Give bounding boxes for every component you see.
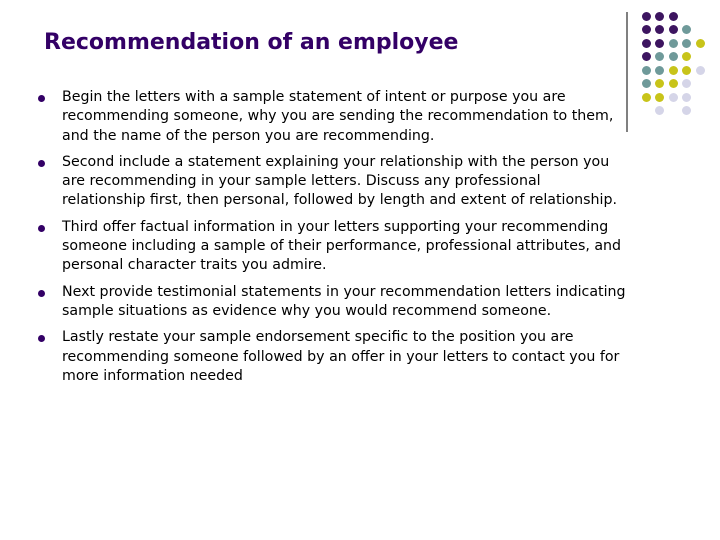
decorative-dot xyxy=(655,25,664,34)
bullet-dot-icon xyxy=(38,225,45,232)
decorative-dot xyxy=(682,39,691,48)
decorative-dot xyxy=(642,66,651,75)
bullet-item xyxy=(38,153,628,211)
bullet-text: Next provide testimonial statements in your recommendation letters indicating sample situations as evidence why you would recommend someone. xyxy=(62,283,626,319)
bullet-text: Begin the letters with a sample statement of intent or purpose you are recommending someone, why you are sending the recommendation to them, and the name of the person you are recommending. xyxy=(62,89,614,144)
decorative-dot xyxy=(669,79,678,88)
bullet-list xyxy=(38,88,628,393)
decorative-dot xyxy=(655,79,664,88)
decorative-dot xyxy=(655,39,664,48)
decorative-dot xyxy=(655,52,664,61)
slide-title: Recommendation of an employee xyxy=(44,30,459,55)
bullet-dot-icon xyxy=(38,160,45,167)
decorative-dot xyxy=(696,39,705,48)
decorative-dot xyxy=(682,52,691,61)
decorative-dot xyxy=(655,106,664,115)
decorative-dot xyxy=(682,79,691,88)
decorative-dot xyxy=(642,25,651,34)
decorative-dot xyxy=(655,93,664,102)
decorative-dot xyxy=(682,93,691,102)
decorative-dot xyxy=(642,12,651,21)
decorative-dot xyxy=(682,25,691,34)
decorative-dot xyxy=(682,106,691,115)
decorative-dot xyxy=(669,25,678,34)
decorative-dot xyxy=(655,12,664,21)
decorative-dot xyxy=(669,52,678,61)
bullet-item xyxy=(38,218,628,276)
decorative-dot xyxy=(669,93,678,102)
decorative-dot xyxy=(682,66,691,75)
bullet-dot-icon xyxy=(38,335,45,342)
decorative-dot xyxy=(696,66,705,75)
bullet-item xyxy=(38,88,628,146)
decorative-dot xyxy=(642,39,651,48)
decorative-dot xyxy=(669,12,678,21)
decorative-dot xyxy=(642,79,651,88)
decorative-dot xyxy=(655,66,664,75)
bullet-text: Second include a statement explaining your relationship with the person you are recommending in your sample letters. Discuss any professional relationship first, then personal, followed by length and extent of relationship. xyxy=(62,153,617,209)
decorative-dot xyxy=(642,93,651,102)
bullet-item xyxy=(38,283,628,322)
decorative-dot xyxy=(669,66,678,75)
bullet-dot-icon xyxy=(38,95,45,102)
decorative-dot xyxy=(642,52,651,61)
bullet-item xyxy=(38,328,628,386)
bullet-dot-icon xyxy=(38,290,45,297)
bullet-text: Third offer factual information in your letters supporting your recommending someone including a sample of their performance, professional attributes, and personal character traits you admire. xyxy=(62,218,622,274)
bullet-text: Lastly restate your sample endorsement specific to the position you are recommending someone followed by an offer in your letters to contact you for more information needed xyxy=(62,329,620,384)
decorative-dot xyxy=(669,39,678,48)
